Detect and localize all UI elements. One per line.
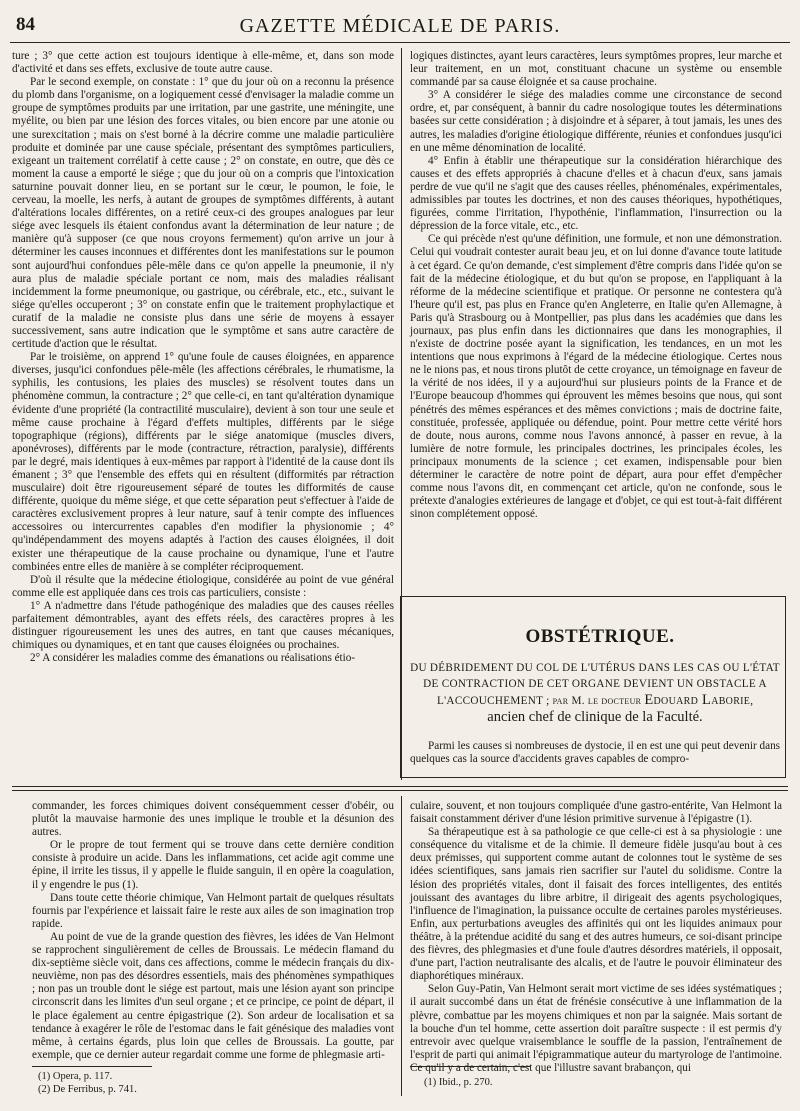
paragraph: 1° A n'admettre dans l'étude pathogénique des maladies que des causes réelles parfaitement démontrables, ayant des effets réels, des caractères propres à les distinguer rigoureusement les unes des autres, en tant que causes mécaniques, chimiques ou dynamiques, et en tant que causes éloignées ou prochaines. — [12, 599, 394, 652]
column-rule — [401, 796, 402, 1096]
footnote: (2) De Ferribus, p. 741. — [38, 1084, 137, 1095]
bottom-left-column — [32, 800, 394, 1065]
paragraph: 3° A considérer le siége des maladies comme une circonstance de second ordre, et, par conséquent, à bannir du cadre nosologique toutes les déterminations basées sur cette considération ; à disjoindre et à séparer, à tout jamais, les unes des autres, les maladies d'origine étiologique différente, réunies et confondues jusqu'ici en une même dénomination de localité. — [410, 89, 782, 154]
paragraph: Sa thérapeutique est à sa pathologie ce que celle-ci est à sa physiologie : une conséquence du vitalisme et de la chimie. Il demeure fidèle jusqu'au bout à ces deux prémisses, qui supportent comme autant de colonnes tout le système de ses idées scientifiques, sans jamais rien sacrifier sur l'autel du solidisme. Contre la lésion des propriétés vitales, dont il faisait des forces intelligentes, des entités jouissant des avantages du libre arbitre, il dirigeait des agents psychologiques, l'influence de l'imagination, la puissance occulte de certaines paroles mystérieuses. Enfin, aux perturbations aveugles des affinités qui ont les liquides animaux pour théâtre, à la prétendue acidité du sang et des autres humeurs, ce soi-disant principe des fièvres, des phlegmasies et d'une foule d'autres désordres matériels, il opposait, d'une part, l'action neutralisante des alcalis, et de l'autre le pouvoir éliminateur des diaphorétiques minéraux. — [410, 826, 782, 983]
author-title: ancien chef de clinique de la Faculté. — [487, 709, 703, 725]
bottom-right-column — [410, 800, 782, 1074]
page-number: 84 — [16, 14, 35, 35]
paragraph: Dans toute cette théorie chimique, Van Helmont partait de quelques résultats fournis par l'expérience et laissait faire le reste aux ailes de son imagination trop rapide. — [32, 891, 394, 930]
section-divider — [12, 786, 788, 787]
paragraph: Au point de vue de la grande question des fièvres, les idées de Van Helmont se rapprochent singulièrement de celles de Broussais. Le médecin flamand du dix-septième siècle voit, dans ces affections, comme le médecin français du dix-neuvième, non pas des désordres essentiels, mais des phénomènes sympathiques ; non pas un trouble dont le siége est partout, mais une lésion ayant son principe circonscrit dans les limites d'un seul organe ; et ce principe, ce point de départ, il le place également au centre épigastrique (2). Son ardeur de localisation et sa tendance à exagérer le rôle de l'estomac dans le fait génésique des maladies vont même, à certains égards, plus loin que celles de Broussais. La goutte, par exemple, que ce dernier auteur regardait comme une forme de phlegmasie arti- — [32, 930, 394, 1061]
journal-title: GAZETTE MÉDICALE DE PARIS. — [239, 15, 561, 37]
paragraph: Selon Guy-Patin, Van Helmont serait mort victime de ses idées systématiques ; il aurait succombé dans un état de frénésie consécutive à une inflammation de la plèvre, combattue par les moyens chimiques et non par la saignée. Mais sortant de la bouche d'un tel homme, cette assertion doit paraître suspecte : il est permis d'y entrevoir avec quelque vraisemblance le souffle de la passion, l'entraînement de l'esprit de parti qui animait l'épigrammatique auteur du martyrologe de l'antimoine. Ce qu'il y a de certain, c'est que l'illustre savant brabançon, qui — [410, 983, 782, 1074]
top-left-column — [12, 50, 394, 778]
top-right-column — [410, 50, 782, 587]
subtitle-line: DU DÉBRIDEMENT DU COL DE L'UTÉRUS DANS LES CAS OU L'ÉTAT — [410, 662, 780, 674]
obstetrique-body — [410, 740, 780, 774]
footnote: (1) Opera, p. 117. — [38, 1071, 113, 1082]
subtitle-text: , — [750, 695, 754, 707]
paragraph: Or le propre de tout ferment qui se trouve dans cette dernière condition consiste à produire un acide. Dans les inflammations, cet acide agit comme une épine, il irrite les tissus, il y appelle le fluide sanguin, il en opère la coagulation, il y engendre le pus (1). — [32, 839, 394, 891]
footnotes-right — [424, 1076, 493, 1089]
paragraph: logiques distinctes, ayant leurs caractères, leurs symptômes propres, leur marche et leur traitement, en un mot, constituant chacune un système ou ensemble commandé par sa cause éloignée et sa cause prochaine. — [410, 50, 782, 89]
article-subtitle — [410, 660, 780, 725]
subtitle-line — [410, 692, 780, 709]
paragraph: commander, les forces chimiques doivent conséquemment cesser d'obéir, ou plutôt la mauvaise harmonie des unes implique le trouble et la désunion des autres. — [32, 800, 394, 839]
paragraph: 4° Enfin à établir une thérapeutique sur la considération hiérarchique des causes et des effets appropriés à chacune d'elles et à chacun d'eux, sans jamais perdre de vue qu'il ne s'agit que des causes réelles, phénoménales, expérimentales, admissibles par toutes les doctrines, et non des causes théoriques, hypothétiques, figurées, comme l'irritation, l'hypothénie, l'inflammation, l'insurrection ou la dépression de la force vitale, etc., etc. — [410, 154, 782, 233]
paragraph: Par le troisième, on apprend 1° qu'une foule de causes éloignées, en apparence diverses, jusqu'ici confondues pêle-mêle (les affections cérébrales, le rhumatisme, la syphilis, les contusions, les plaies des muscles) se résolvent toutes dans un phénomène commun, la contracture ; 2° que celle-ci, en tant qu'altération dynamique évidente d'une propriété (la contractilité musculaire), devient à son tour une seule et même cause prochaine à l'égard d'effets multiples, différents par le siége topographique (régions), différents par le siége anatomique (muscles divers, aponévroses), différents par le mode (contracture, rétraction, paralysie), différents par le degré, mais identiques à eux-mêmes par rapport à l'identité de la cause dont ils émanent ; 3° que l'ensemble des effets qui en résultent (difformités par rétraction musculaire) doit être rigoureusement séparé de toutes les difformités de cause différente, quoique du même siége, et que cette séparation peut s'effectuer à l'aide de caractères exclusivement propres à leur nature, sauf à tenir compte des influences accessoires ou intercurrentes capables d'en modifier la physionomie ; 4° qu'indépendamment des moyens adaptés à l'action des causes éloignées, il doit exister une thérapeutique de la cause prochaine ou dynamique, l'une et l'autre combinées entre elles de manière à se compléter réciproquement. — [12, 351, 394, 573]
paragraph: 2° A considérer les maladies comme des émanations ou réalisations étio- — [30, 652, 356, 665]
paragraph: D'où il résulte que la médecine étiologique, considérée au point de vue général comme elle est appliquée dans ces trois cas particuliers, consiste : — [12, 573, 394, 599]
footnotes-left — [38, 1070, 137, 1096]
page-header — [10, 12, 790, 43]
paragraph: culaire, souvent, et non toujours compliquée d'une gastro-entérite, Van Helmont la faisait constamment dériver d'une lésion primitive survenue à l'épigastre (1). — [410, 800, 782, 826]
subtitle-text: L'ACCOUCHEMENT ; par M. le docteur — [436, 695, 645, 707]
section-divider — [12, 790, 788, 791]
paragraph: ture ; 3° que cette action est toujours identique à elle-même, et, dans son mode d'activité et dans ses effets, exclusive de toute autre cause. — [12, 50, 394, 76]
author-name: Edouard Laborie — [644, 692, 751, 708]
subtitle-line: DE CONTRACTION DE CET ORGANE DEVIENT UN OBSTACLE A — [423, 678, 767, 690]
paragraph: Parmi les causes si nombreuses de dystocie, il en est une qui peut devenir dans quelques cas la source d'accidents graves capables de compro- — [410, 740, 781, 766]
paragraph: Par le second exemple, on constate : 1° que du jour où on a reconnu la présence du plomb dans l'organisme, on a logiquement cessé d'envisager la maladie comme un groupe de symptômes produits par une irritation, par une gastrite, une méningite, une myélite, ou bien par une lésion des forces vitales, ou bien encore par une atonie ou une surexcitation ; mais on s'est borné à la décrire comme une maladie particulière produite et dominée par une cause spéciale, présentant des symptômes particuliers, exigeant un traitement corrélatif à cette cause ; 2° on constate, en outre, que dès ce moment la cause a emporté le siége ; que du jour où on a compris que l'intoxication saturnine pouvait donner lieu, en se portant sur le cœur, le poumon, le foie, le cerveau, la moelle, les nerfs, à autant de groupes de symptômes différents, à autant d'altérations locales différentes, on a retiré ceux-ci des groupes analogues par leur siége avec lesquels ils étaient confondus avant la détermination de leur nature ; de manière qu'à supposer (ce que nous croyons fermement) qu'on arrive un jour à déterminer les causes inconnues et différentes dont les manifestations sur le poumon sont aujourd'hui confondues pêle-mêle dans ce qu'on appelle la pneumonie, il n'y aura plus de maladie spéciale portant ce nom, mais des maladies réalisant incidemment la forme pneumonique, ou gastrique, ou cérébrale, etc., etc., suivant le siége qu'elles occuperont ; 3° on constate enfin que le traitement prophylactique et curatif de la maladie ne consiste plus dans une série de moyens à essayer successivement, sans autre indication que le symptôme et sans autre caractère de certitude d'action que le résultat. — [12, 76, 394, 351]
section-title: OBSTÉTRIQUE. — [525, 626, 675, 647]
footnote-rule — [410, 1066, 530, 1067]
paragraph: Ce qui précède n'est qu'une définition, une formule, et non une démonstration. Celui qui voudrait contester aurait beau jeu, et on lui donne d'avance toute latitude à cet égard. Ce qu'on demande, c'est simplement d'être compris dans l'idée qu'on se fait de la médecine étiologique, et du but qu'on se propose, en l'appliquant à la réforme de la médecine scientifique et pratique. Or personne ne contestera qu'à l'heure qu'il est, pas plus en France qu'en Angleterre, en Italie qu'en Allemagne, à Paris qu'à Strasbourg ou à Montpellier, pas plus dans les académies que dans les journaux, pas plus enfin dans les dictionnaires que dans les monographies, il n'existe de doctrine posée ayant la signification, les tendances, en un mot les intentions que nous exprimons à l'égard de la médecine étiologique. Certes nous ne le nions pas, et nous tirons plutôt de cette croyance, un témoignage en faveur de la vérité de nos idées, il y a aujourd'hui sur plusieurs points de la France et de l'Europe beaucoup d'hommes qui éprouvent les mêmes besoins que nous, qui sont pénétrés des mêmes espérances et des mêmes convictions ; mais de doctrine faite, constituée, professée, appliquée ou défendue, point. Pour mettre cette vérité hors de doute, nous aurons, comme nous l'avons annoncé, à passer en revue, à la lumière de notre formule, les principales doctrines, les principales écoles, les principaux monuments de la science ; cet examen, indispensable pour bien déterminer le caractère de notre point de départ, aura pour effet d'empêcher comme nous l'avons dit, en commençant cet article, qu'on ne confonde, sous le prétexte d'analogies extérieures de langage et d'objet, ce qui est tout-à-fait différent sinon complétement opposé. — [410, 233, 783, 521]
footnote-rule — [32, 1066, 152, 1067]
footnote: (1) Ibid., p. 270. — [424, 1077, 493, 1088]
